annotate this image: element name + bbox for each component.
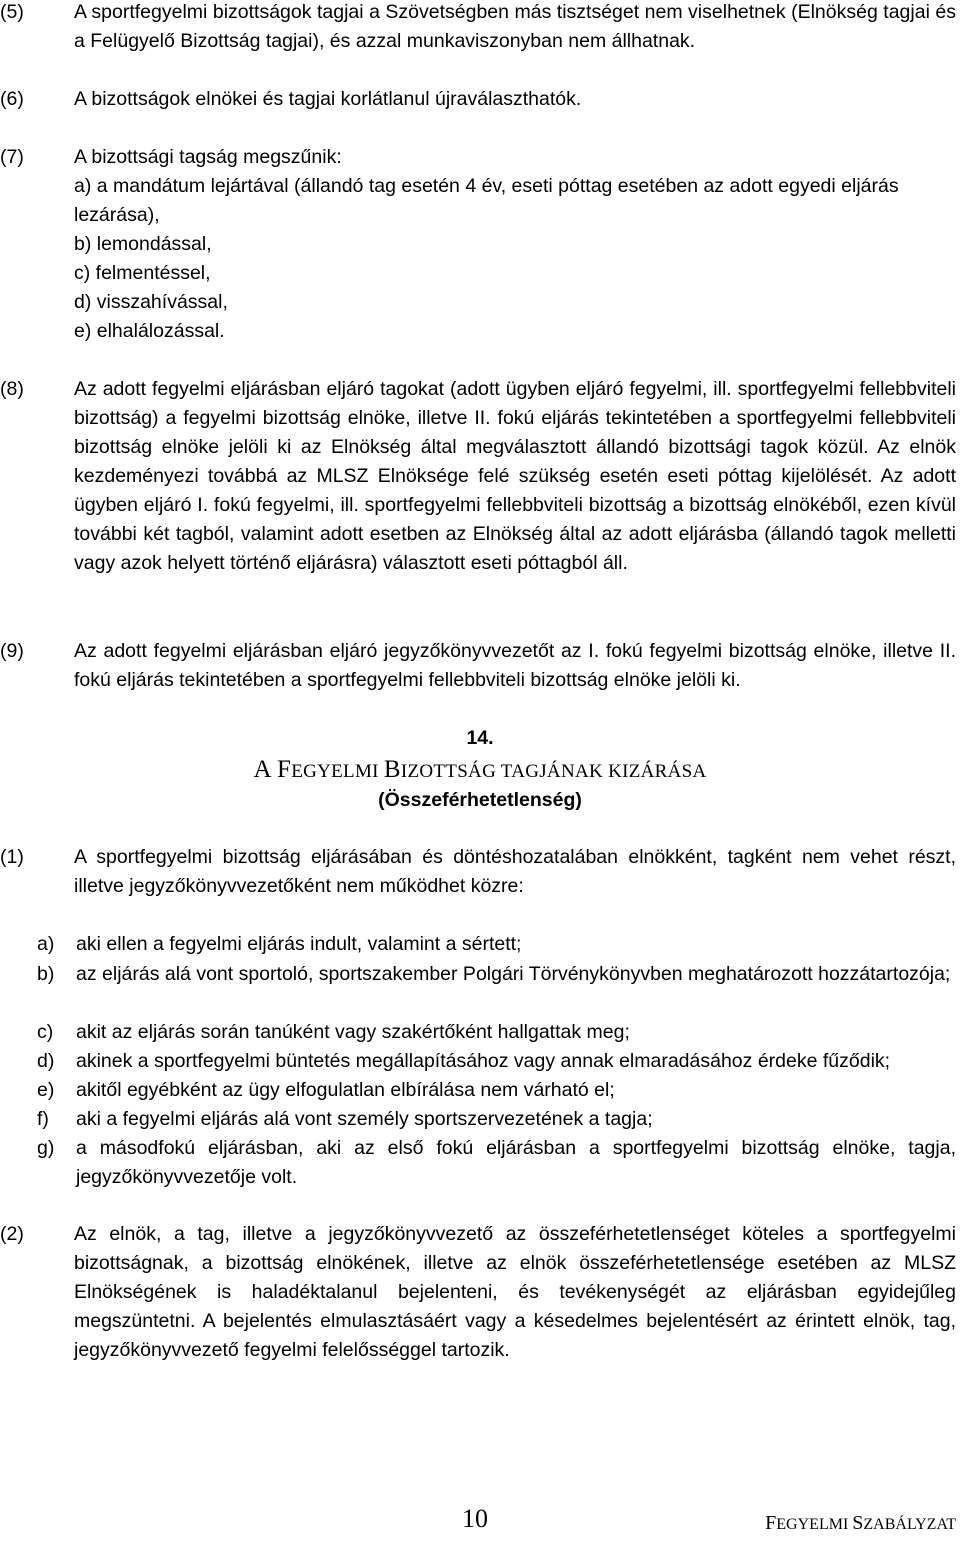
list-item-text: akitől egyébként az ügy elfogulatlan elbírálása nem várható el;	[76, 1079, 615, 1101]
paragraph-text: A sportfegyelmi bizottság eljárásában és döntéshozatalában elnökként, tagként nem vehet részt, illetve jegyzőkönyvvezetőként nem működhet közre:	[74, 846, 956, 897]
section-title-small-1: EGYELMI	[291, 761, 384, 782]
footer-title-cap-1: F	[765, 1512, 777, 1534]
paragraph-5	[0, 0, 956, 56]
paragraph-number: (2)	[0, 1223, 24, 1245]
list-item-text: aki ellen a fegyelmi eljárás indult, valamint a sértett;	[76, 933, 522, 955]
list-item-label: f)	[37, 1108, 49, 1130]
section-number-text: 14.	[466, 727, 494, 749]
section-paragraph-2	[0, 1220, 956, 1365]
paragraph-number: (8)	[0, 378, 24, 400]
paragraph-number: (1)	[0, 846, 24, 868]
paragraph-text: Az adott fegyelmi eljárásban eljáró tagokat (adott ügyben eljáró fegyelmi, ill. sportfegyelmi fellebbviteli bizottság) a fegyelmi bizottság elnöke, illetve II. fokú eljárás tekintetében a sportfegyelmi fellebbviteli bizottság elnöke jelöli ki az Elnökség által megválasztott állandó bizottsági tagok közül. Az elnök kezdeményezi továbbá az MLSZ Elnöksége felé szükség esetén eseti póttag kijelölését. Az adott ügyben eljáró I. fokú fegyelmi, ill. sportfegyelmi fellebbviteli bizottság a bizottság elnökéből, ezen kívül további két tagból, valamint adott esetben az Elnökség által az adott eljárásba (állandó tagok melletti vagy azok helyett történő eljárásra) választott eseti póttagból áll.	[74, 378, 956, 574]
section-subtitle	[0, 786, 960, 815]
paragraph-text	[74, 143, 956, 346]
footer-title	[765, 1511, 956, 1537]
list-item-text: akinek a sportfegyelmi büntetés megállapításához vagy annak elmaradásához érdeke fűződik;	[76, 1050, 891, 1072]
section-number	[0, 724, 960, 753]
section-title	[0, 755, 960, 787]
paragraph-9	[0, 637, 956, 695]
subitem-a: a) a mandátum lejártával (állandó tag esetén 4 év, eseti póttag esetében az adott egyedi eljárás lezárása),	[74, 175, 899, 226]
list-item-text: aki a fegyelmi eljárás alá vont személy sportszervezetének a tagja;	[76, 1108, 653, 1130]
paragraph-text: A bizottságok elnökei és tagjai korlátlanul újraválaszthatók.	[74, 88, 582, 110]
list-item-label: b)	[37, 963, 55, 985]
paragraph-text: Az elnök, a tag, illetve a jegyzőkönyvvezető az összeférhetetlenséget köteles a sportfegyelmi bizottságnak, a bizottság elnökének, illetve az elnök összeférhetetlensége esetében az MLSZ Elnökségének is haladéktalanul bejelenteni, és tevékenységét az eljárásban egyidejűleg megszüntetni. A bejelentés elmulasztásáért vagy a késedelmes bejelentésért az érintett elnök, tag, jegyzőkönyvvezető fegyelmi felelősséggel tartozik.	[74, 1223, 956, 1361]
list-item-label: g)	[37, 1137, 55, 1159]
section-paragraph-1	[0, 843, 956, 901]
list-item-label: a)	[37, 933, 55, 955]
paragraph-number: (9)	[0, 640, 24, 662]
paragraph-7	[0, 143, 956, 346]
paragraph-number: (6)	[0, 88, 24, 110]
paragraph-6	[0, 85, 956, 114]
subitem-d: d) visszahívással,	[74, 291, 228, 313]
footer-title-cap-2: S	[852, 1512, 864, 1534]
subitem-b: b) lemondással,	[74, 233, 212, 255]
footer-title-small-2: ZABÁLYZAT	[863, 1516, 956, 1533]
section-subtitle-text: (Összeférhetetlenség)	[378, 789, 582, 811]
list-item-label: e)	[37, 1079, 55, 1101]
paragraph-text: Az adott fegyelmi eljárásban eljáró jegyzőkönyvvezetőt az I. fokú fegyelmi bizottság elnöke, illetve II. fokú eljárás tekintetében a sportfegyelmi fellebbviteli bizottság elnöke jelöli ki.	[74, 640, 956, 691]
subitem-e: e) elhalálozással.	[74, 320, 225, 342]
section-title-cap-1: A F	[253, 756, 292, 783]
section-title-cap-2: B	[383, 756, 401, 783]
list-item-text: az eljárás alá vont sportoló, sportszakember Polgári Törvénykönyvben meghatározott hozzátartozója;	[76, 963, 951, 985]
section-title-small-2: IZOTTSÁG TAGJÁNAK KIZÁRÁSA	[400, 761, 707, 782]
list-item	[0, 960, 956, 989]
list-item	[0, 1018, 956, 1047]
paragraph-text: A sportfegyelmi bizottságok tagjai a Szövetségben más tisztséget nem viselhetnek (Elnökség tagjai és a Felügyelő Bizottság tagjai), és azzal munkaviszonyban nem állhatnak.	[74, 1, 956, 52]
paragraph-intro: A bizottsági tagság megszűnik:	[74, 146, 342, 168]
paragraph-number: (5)	[0, 1, 24, 23]
list-item	[0, 1105, 956, 1134]
list-item-label: c)	[37, 1021, 54, 1043]
footer-title-small-1: EGYELMI	[776, 1516, 853, 1533]
list-item	[0, 1134, 956, 1192]
paragraph-number: (7)	[0, 146, 24, 168]
list-item	[0, 1047, 956, 1076]
list-item	[0, 1076, 956, 1105]
paragraph-8	[0, 375, 956, 578]
page-number: 10	[462, 1504, 488, 1533]
list-item-text: a másodfokú eljárásban, aki az első fokú eljárásban a sportfegyelmi bizottság elnöke, tagja, jegyzőkönyvvezetője volt.	[76, 1137, 956, 1188]
subitem-c: c) felmentéssel,	[74, 262, 211, 284]
list-item-label: d)	[37, 1050, 55, 1072]
list-item-text: akit az eljárás során tanúként vagy szakértőként hallgattak meg;	[76, 1021, 630, 1043]
list-item	[0, 930, 956, 959]
